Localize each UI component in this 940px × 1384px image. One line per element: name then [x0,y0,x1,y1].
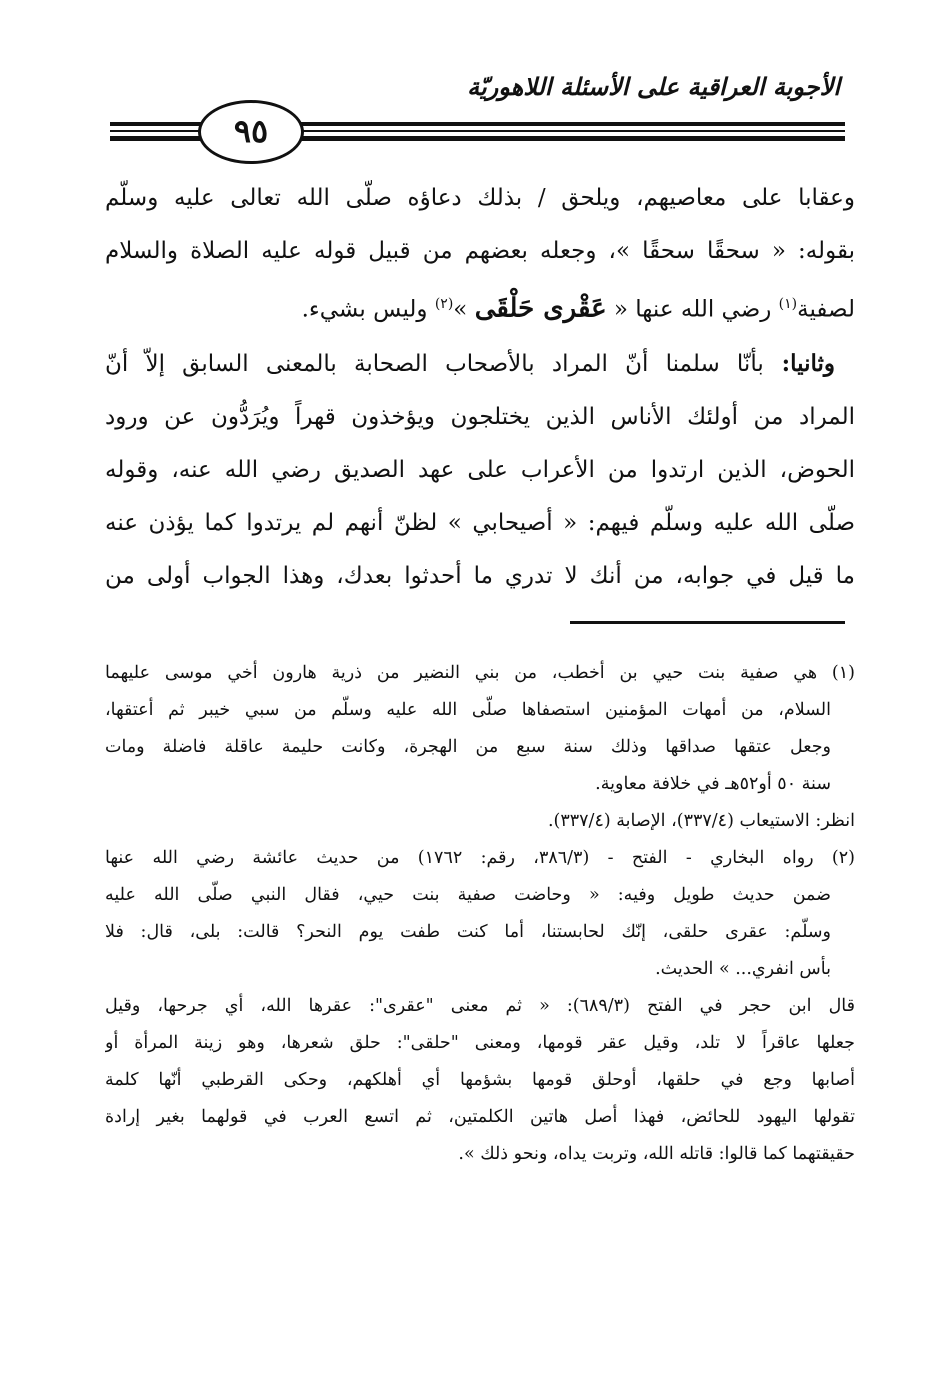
main-line [105,337,855,391]
footnote-separator [570,621,845,624]
text-run: وليس بشيء. [301,296,435,323]
footnote-ref-2: (٢) [434,296,454,312]
footnote-line: جعلها عاقراً لا تلد، وقيل عقر قومها، ومعنى "حلقى": حلق شعرها، وهو زينة المرأة أو [105,1033,855,1053]
main-line [105,278,855,337]
footnote-line: أصابها وجع في حلقها، أوحلق قومها بشؤمها أي أهلكهم، وحكى القرطبي أنّها كلمة [105,1070,855,1090]
footnote-line: بأس انفري... » الحديث. [655,959,831,979]
footnote-line: وجعل عتقها صداقها وذلك سنة سبع من الهجرة، وكانت حليمة عاقلة فاضلة ومات [105,737,831,757]
footnote-line: تقولها اليهود للحائض، فهذا أصل هاتين الكلمتين، ثم اتسع العرب في قولهما بغير إرادة [105,1107,855,1127]
footnote-line: حقيقتهما كما قالوا: قاتله الله، وتربت يداه، ونحو ذلك ». [458,1144,855,1164]
footnote-line: سنة ٥٠ أو٥٢هـ في خلافة معاوية. [595,774,831,794]
main-line: بقوله: « سحقًا سحقًا »، وجعله بعضهم من قبيل قوله عليه الصلاة والسلام [105,238,855,264]
text-run: لصفية [797,296,855,323]
section-lead: وثانيا: [763,349,835,377]
footnote-line: (٢) رواه البخاري - الفتح - (٣٨٦/٣، رقم: ١٧٦٢) من حديث عائشة رضي الله عنها [105,848,855,868]
footnotes-block [105,655,855,1173]
text-run: رضي الله عنها « [606,296,779,323]
main-text-block [105,172,855,603]
running-header-title: الأجوبة العراقية على الأسئلة اللاهوريّة [467,72,840,101]
footnote-line: السلام، من أمهات المؤمنين استصفاها صلّى الله عليه وسلّم من سبي خيبر ثم أعتقها، [105,700,831,720]
main-line: صلّى الله عليه وسلّم فيهم: « أصيحابي » لظنّ أنهم لم يرتدوا كما يؤذن عنه [105,509,855,536]
footnote-line: انظر: الاستيعاب (٣٣٧/٤)، الإصابة (٣٣٧/٤). [547,811,855,831]
footnote-line: وسلّم: عقرى حلقى، إنّك لحابستنا، أما كنت طفت يوم النحر؟ قالت: بلى، قال: فلا [105,922,831,942]
quoted-phrase: عَقْرى حَلْقَى [474,293,607,324]
footnote-line: (١) هي صفية بنت حيي بن أخطب، من بني النضير من ذرية هارون أخي موسى عليهما [105,663,855,683]
main-line: المراد من أولئك الأناس الذين يختلجون ويؤخذون قهراً ويُرَدُّون عن ورود [105,403,855,430]
text-run: بأنّا سلمنا أنّ المراد بالأصحاب الصحابة بالمعنى السابق إلاّ أنّ [105,350,764,377]
main-line: وعقابا على معاصيهم، ويلحق / بذلك دعاؤه صلّى الله تعالى عليه وسلّم [105,185,855,211]
footnote-ref-1: (١) [778,296,798,312]
main-line: الحوض، الذين ارتدوا من الأعراب على عهد الصديق رضي الله عنه، وقوله [105,456,855,483]
text-run: » [453,296,475,323]
footnote-line: ضمن حديث طويل وفيه: « وحاضت صفية بنت حيي، فقال النبي صلّى الله عليه [105,885,831,905]
footnote-line: قال ابن حجر في الفتح (٦٨٩/٣): « ثم معنى "عقرى": عقرها الله، أي جرحها، وقيل [105,996,855,1016]
main-line: ما قيل في جوابه، من أنك لا تدري ما أحدثوا بعدك، وهذا الجواب أولى من [105,562,855,589]
page-number: ٩٥ [198,100,304,164]
